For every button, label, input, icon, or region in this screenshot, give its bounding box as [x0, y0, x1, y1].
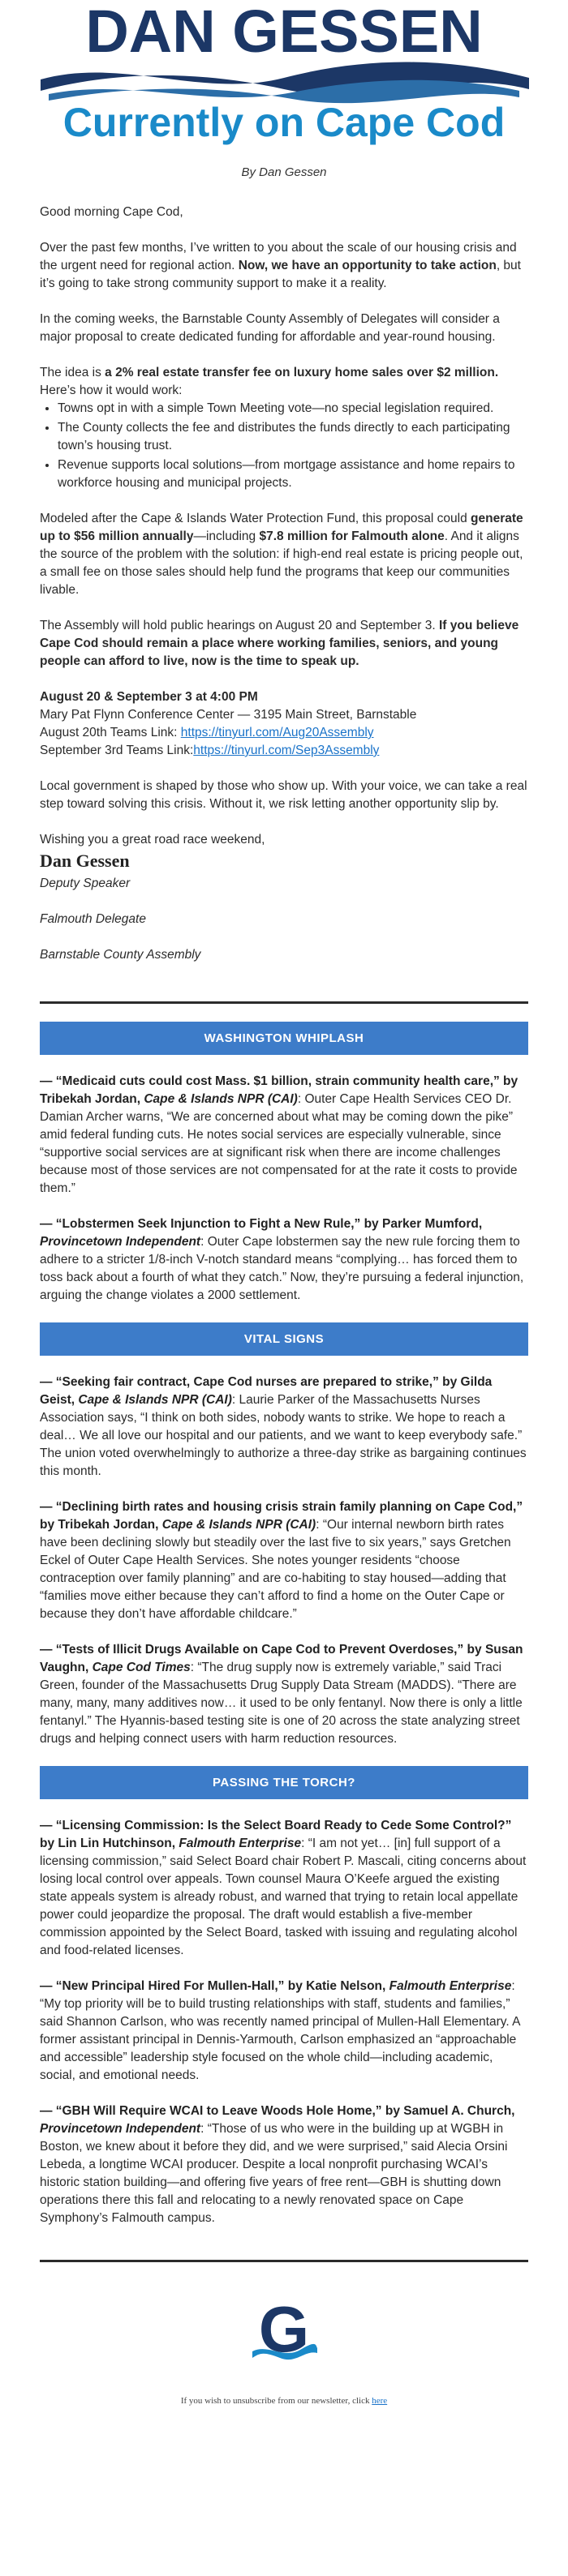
link1-label: August 20th Teams Link:: [40, 726, 181, 739]
story: [40, 2102, 528, 2227]
story: [40, 1641, 528, 1748]
sep3-teams-link[interactable]: https://tinyurl.com/Sep3Assembly: [193, 744, 380, 757]
divider: [40, 2260, 528, 2262]
text: Here’s how it would work:: [40, 384, 183, 397]
g-logo-icon: [247, 2295, 321, 2368]
title-line: Falmouth Delegate: [40, 912, 146, 926]
story: [40, 1073, 528, 1198]
text: The idea is: [40, 366, 105, 379]
list-item: • Towns opt in with a simple Town Meeting vote—no special legislation required.: [58, 400, 528, 418]
letter-paragraph-2: In the coming weeks, the Barnstable County Assembly of Delegates will consider a major proposal to create dedicated funding for affordable and year-round housing.: [40, 312, 500, 344]
story-body: : “Our internal newborn birth rates have been declining slowly but steadily over the last five to six years,” says Gretchen Eckel of Outer Cape Health Services. She notes younger residents “choose contraception over family planning” and are co-habiting to stay housed—adding that “families move either because they can’t afford to find a home on the Outer Cape or because they don’t have affordable childcare.”: [40, 1518, 511, 1621]
greeting: Good morning Cape Cod,: [40, 205, 183, 219]
story-headline[interactable]: — “Licensing Commission: Is the Select Board Ready to Cede Some Control?” by Lin Lin Hutchinson,: [40, 1819, 512, 1850]
link2-label: September 3rd Teams Link:: [40, 744, 194, 757]
divider: [40, 1001, 528, 1004]
footer-logo: [0, 2295, 568, 2372]
story-headline[interactable]: — “Declining birth rates and housing crisis strain family planning on Cape Cod,” by Tribekah Jordan,: [40, 1500, 523, 1532]
story: [40, 1374, 528, 1481]
section-heading-washington: WASHINGTON WHIPLASH: [40, 1022, 528, 1055]
letter-paragraph-5: [40, 617, 528, 671]
story-headline[interactable]: — “New Principal Hired For Mullen-Hall,” by Katie Nelson,: [40, 1979, 389, 1993]
story-outlet: Cape & Islands NPR (CAI): [78, 1393, 232, 1407]
story-outlet: Cape & Islands NPR (CAI): [144, 1092, 298, 1106]
text: —including: [193, 529, 260, 543]
story-outlet: Cape Cod Times: [92, 1661, 191, 1674]
masthead-logo: [0, 0, 568, 154]
logo-letter: G: [258, 2295, 310, 2365]
masthead-title: DAN GESSEN: [85, 0, 483, 65]
text: Modeled after the Cape & Islands Water Protection Fund, this proposal could: [40, 512, 471, 525]
emphasis: Now, we have an opportunity to take action: [238, 259, 497, 272]
story-body: : “The drug supply now is extremely variable,” said Traci Green, founder of the Massachusetts Drug Supply Data Stream (MADDS). “There are many, many, many additives now… it used to be only fentanyl. Now there is only a little fentanyl.” The Hyannis-based testing site is one of 20 across the state analyzing street drugs and helping connect users with harm reduction resources.: [40, 1661, 523, 1746]
event-details: [40, 688, 528, 760]
story-outlet: Cape & Islands NPR (CAI): [161, 1518, 316, 1532]
story-headline[interactable]: — “Tests of Illicit Drugs Available on Cape Cod to Prevent Overdoses,” by Susan Vaughn,: [40, 1643, 523, 1674]
text: The Assembly will hold public hearings on August 20 and September 3.: [40, 619, 439, 632]
text: . And it aligns the source of the problem with the solution: if high-end real estate is pricing people out, a small fee on those sales should help fund the programs that keep our communities livable.: [40, 529, 523, 597]
title-line: Barnstable County Assembly: [40, 948, 201, 962]
story-headline[interactable]: — “Seeking fair contract, Cape Cod nurses are prepared to strike,” by Gilda Geist,: [40, 1375, 493, 1407]
list-item: • Revenue supports local solutions—from mortgage assistance and home repairs to workforce housing and municipal projects.: [58, 456, 528, 492]
story-outlet: Provincetown Independent: [40, 1235, 201, 1249]
section-heading-passing-torch: PASSING THE TORCH?: [40, 1766, 528, 1799]
section-heading-vital-signs: VITAL SIGNS: [40, 1322, 528, 1356]
emphasis: generate up to $56 million annually: [40, 512, 523, 543]
story: [40, 1498, 528, 1623]
story-body: : “Those of us who were in the building up at WGBH in Boston, we knew about it before they did, and we were surprised,” said Alecia Orsini Lebeda, a longtime WCAI producer. Despite a local nonprofit purchasing WCAI’s historic station building—and offering five years of free rent—GBH is shutting down operations there this fall and relocating to a newly renovated space on Cape Symphony’s Falmouth campus.: [40, 2122, 508, 2225]
story-headline[interactable]: — “Lobstermen Seek Injunction to Fight a New Rule,” by Parker Mumford,: [40, 1217, 483, 1231]
closing: Wishing you a great road race weekend,: [40, 833, 265, 847]
masthead-subtitle: Currently on Cape Cod: [62, 100, 506, 145]
story-body: : “I am not yet… [in] full support of a licensing commission,” said Select Board chair Robert P. Mascali, citing concerns about losing local control over appeals. Town counsel Maura O’Keefe argued the existing state appeals system is already robust, and warned that trying to retain local appellate power could jeopardize the proposal. The draft would establish a five-member commission appointed by the Select Board, tasked with issuing and regulating alcohol and food-related licenses.: [40, 1837, 527, 1957]
byline: By Dan Gessen: [241, 165, 327, 179]
story: [40, 1978, 528, 2085]
unsubscribe-link[interactable]: here: [372, 2396, 388, 2406]
title-line: Deputy Speaker: [40, 877, 131, 890]
letter-paragraph-3: [40, 364, 528, 400]
text: Over the past few months, I’ve written to you about the scale of our housing crisis and the urgent need for regional action.: [40, 241, 517, 272]
letter-body: [0, 204, 568, 964]
masthead: [0, 0, 568, 154]
letter-paragraph-1: [40, 239, 528, 293]
story: [40, 1817, 528, 1960]
unsubscribe-text: If you wish to unsubscribe from our newsletter, click: [180, 2396, 372, 2406]
story-body: : Outer Cape Health Services CEO Dr. Damian Archer warns, “We are concerned about what may be coming down the pike” amid federal funding cuts. He notes social services are especially vulnerable, since “supportive social services are at significant risk when there are income challenges because most of those services are not compensated for at the rate it costs to provide them.”: [40, 1092, 518, 1195]
event-place: Mary Pat Flynn Conference Center — 3195 Main Street, Barnstable: [40, 708, 417, 722]
emphasis: $7.8 million for Falmouth alone: [259, 529, 445, 543]
text: , but it’s going to take strong community support to make it a reality.: [40, 259, 521, 290]
aug20-teams-link[interactable]: https://tinyurl.com/Aug20Assembly: [180, 726, 374, 739]
story-body: : Laurie Parker of the Massachusetts Nurses Association says, “I think on both sides, nobody wants to strike. We hope to reach a deal… We all love our hospital and our patients, and we want to keep everybody safe.” The union voted overwhelmingly to authorize a three-day strike as bargaining continues this month.: [40, 1393, 527, 1478]
signature: Dan Gessen: [40, 851, 130, 871]
story-outlet: Provincetown Independent: [40, 2122, 201, 2136]
proposal-list: [40, 400, 528, 492]
event-date: August 20 & September 3 at 4:00 PM: [40, 690, 258, 704]
story-outlet: Falmouth Enterprise: [179, 1837, 302, 1850]
letter-paragraph-6: Local government is shaped by those who show up. With your voice, we can take a real step toward solving this crisis. Without it, we risk letting another opportunity slip by.: [40, 779, 527, 811]
emphasis: If you believe Cape Cod should remain a place where working families, seniors, and young people can afford to live, now is the time to speak up.: [40, 619, 519, 668]
story-body: : “My top priority will be to build trusting relationships with staff, students and families,” said Shannon Carlson, who was recently named principal of Mullen-Hall Elementary. A former assistant principal in Dennis-Yarmouth, Carlson emphasized an “approachable and accessible” leadership style focused on the whole child—including academic, social, and emotional needs.: [40, 1979, 520, 2082]
letter-paragraph-4: [40, 510, 528, 599]
story-headline[interactable]: — “GBH Will Require WCAI to Leave Woods Hole Home,” by Samuel A. Church,: [40, 2104, 515, 2118]
story-headline[interactable]: — “Medicaid cuts could cost Mass. $1 billion, strain community health care,” by Tribekah Jordan,: [40, 1074, 519, 1106]
story: [40, 1215, 528, 1305]
unsubscribe-note: [0, 2396, 568, 2406]
story-body: : Outer Cape lobstermen say the new rule forcing them to adhere to a stricter 1/8-inch V-notch standard means “complying… has forced them to toss back about a fourth of what they catch.” Now, they’re pursuing a federal injunction, arguing the change violates a 2000 settlement.: [40, 1235, 524, 1302]
list-item: • The County collects the fee and distributes the funds directly to each participating town’s housing trust.: [58, 419, 528, 455]
emphasis: a 2% real estate transfer fee on luxury home sales over $2 million.: [105, 366, 499, 379]
story-outlet: Falmouth Enterprise: [389, 1979, 512, 1993]
